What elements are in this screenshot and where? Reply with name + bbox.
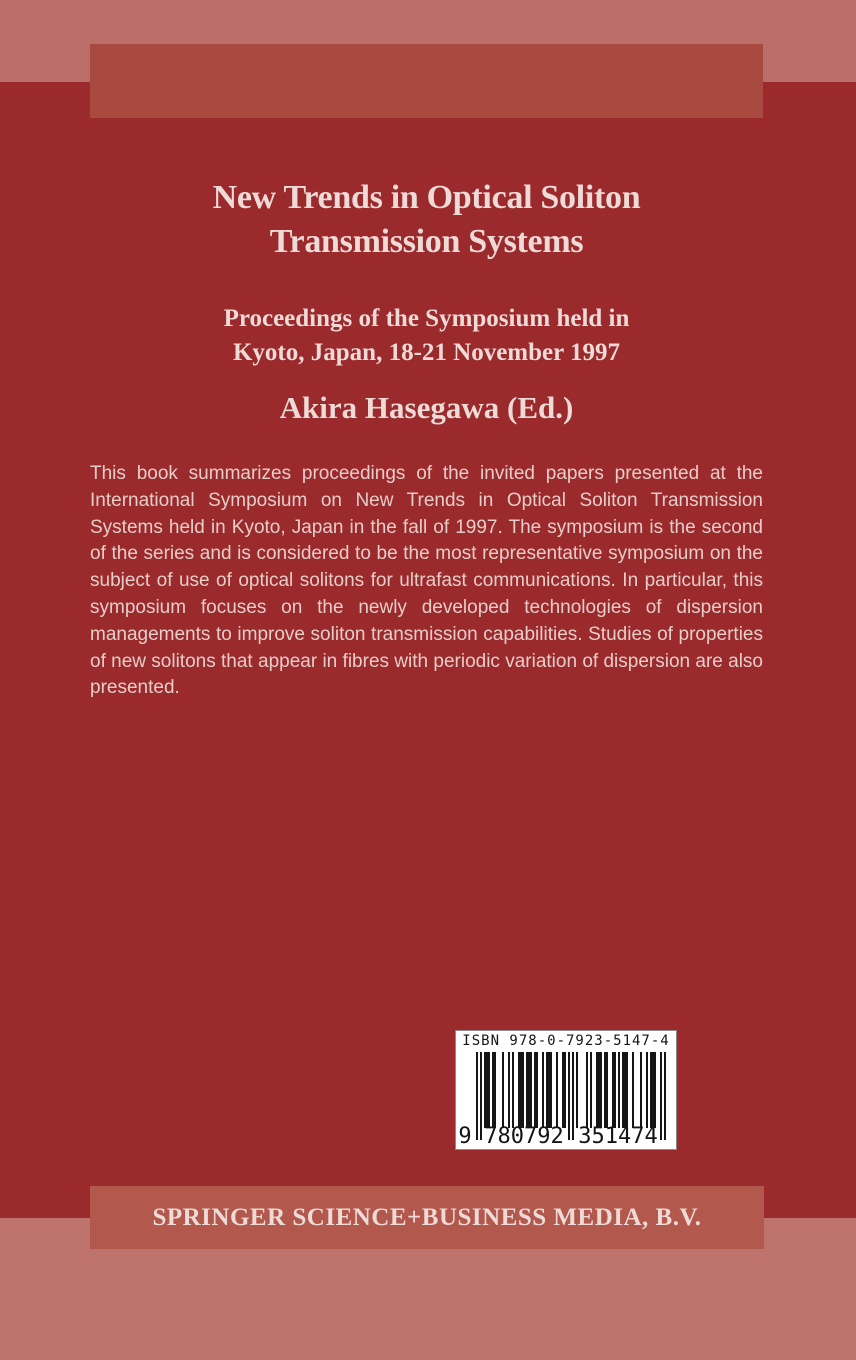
publisher-name: SPRINGER SCIENCE+BUSINESS MEDIA, B.V. [152,1203,702,1231]
isbn-label: ISBN 978-0-7923-5147-4 [462,1033,670,1049]
top-accent-panel [90,44,763,118]
book-title [90,176,763,264]
book-subtitle-line1: Proceedings of the Symposium held in [223,305,630,332]
publisher-panel [90,1186,764,1249]
isbn-barcode-box [455,1030,677,1150]
book-title-line2: Transmission Systems [269,223,584,260]
book-subtitle [90,302,763,370]
editor-name: Akira Hasegawa (Ed.) [279,390,574,425]
ean-digit-lead: 9 [458,1124,472,1149]
ean-digit-group1: 780792 [484,1124,564,1149]
ean-digit-group2: 351474 [578,1124,658,1149]
book-title-line1: New Trends in Optical Soliton [212,179,641,216]
book-subtitle-line2: Kyoto, Japan, 18-21 November 1997 [232,339,621,366]
book-description: This book summarizes proceedings of the invited papers presented at the International Symposium on New Trends in Optical Soliton Transmission Systems held in Kyoto, Japan in the fall of 1997. The symposium is the second of the series and is considered to be the most representative symposium on the subject of use of optical solitons for ultrafast communications. In particular, this symposium focuses on the newly developed technologies of dispersion managements to improve soliton transmission capabilities. Studies of properties of new solitons that appear in fibres with periodic variation of dispersion are also presented. [90,463,763,699]
